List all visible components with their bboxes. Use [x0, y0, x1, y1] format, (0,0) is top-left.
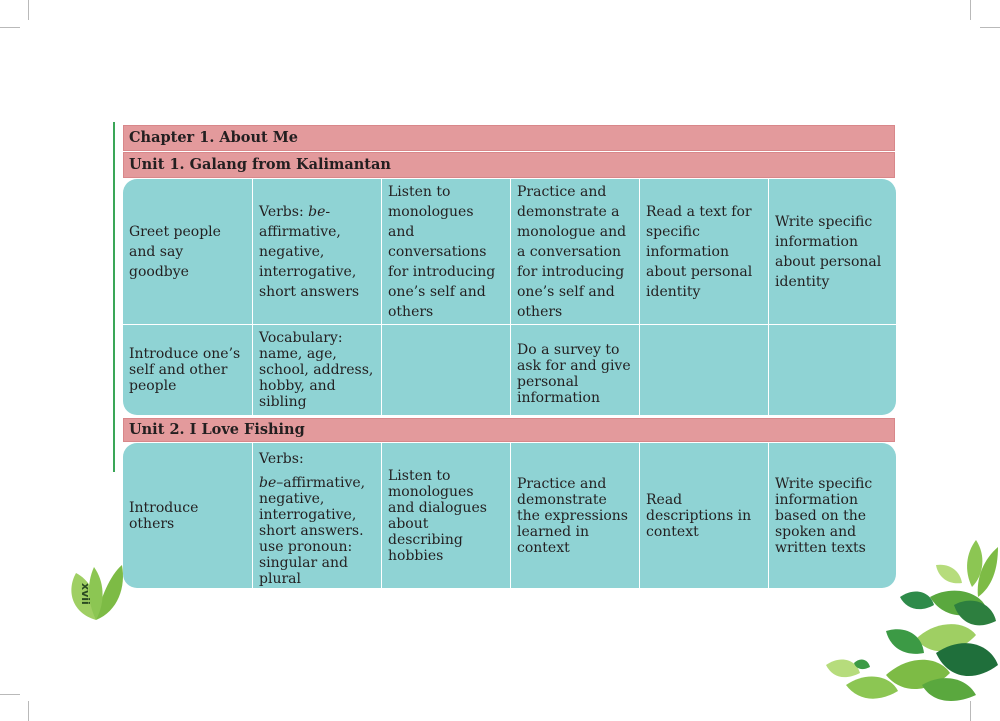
unit2-row1-cell6: Write specific information based on the spoken and written texts: [768, 443, 896, 588]
leaf-icon: [66, 555, 126, 625]
column-language: [252, 443, 381, 588]
unit2-row1-cell5: Read descriptions in context: [639, 443, 768, 588]
column-speaking: [510, 443, 639, 588]
unit1-row2-cell3: [381, 324, 510, 415]
column-reading: [639, 443, 768, 588]
unit1-row2-cell4: Do a survey to ask for and give personal information: [510, 324, 639, 415]
crop-mark: [28, 0, 29, 20]
crop-mark: [0, 694, 20, 695]
unit2-title: Unit 2. I Love Fishing: [123, 418, 895, 442]
crop-mark: [970, 0, 971, 20]
verbs-label: Verbs:: [259, 451, 304, 467]
unit2-row1-cell1: Introduce others: [129, 499, 199, 532]
column-listening: [381, 179, 510, 415]
page-number: xvii: [79, 583, 92, 605]
unit1-row2-cell1: Introduce one’s self and other people: [123, 324, 252, 415]
unit1-row1-cell2: [252, 179, 381, 324]
unit2-row1-cell3: Listen to monologues and dialogues about describing hobbies: [381, 443, 510, 588]
column-speaking: [510, 179, 639, 415]
chapter-title: Chapter 1. About Me: [123, 125, 895, 151]
unit1-row1-cell1: Greet people and say goodbye: [129, 223, 221, 280]
leaves-decoration-icon: [826, 535, 1000, 705]
verb-be: be: [259, 475, 277, 491]
unit1-row2-cell6: [768, 324, 896, 415]
column-function: [123, 443, 252, 588]
column-function: [123, 179, 252, 415]
unit1-row1-cell4: Practice and demonstrate a monologue and a conversation for introducing one’s self and others: [510, 179, 639, 324]
unit2-table: [123, 443, 896, 588]
crop-mark: [0, 27, 20, 28]
unit1-row1-cell3: Listen to monologues and conversations for introducing one’s self and others: [381, 179, 510, 324]
unit1-row2-cell5: [639, 324, 768, 415]
verb-be: be: [308, 203, 326, 220]
unit2-row1-cell4: Practice and demonstrate the expressions learned in context: [510, 443, 639, 588]
unit1-table: [123, 179, 896, 415]
crop-mark: [28, 701, 29, 721]
unit1-title: Unit 1. Galang from Kalimantan: [123, 152, 895, 178]
verbs-label: Verbs:: [259, 203, 309, 220]
crop-mark: [980, 27, 1000, 28]
unit1-row1-cell5: Read a text for specific information about personal identity: [639, 179, 768, 324]
verb-forms: –affirmative, negative, interrogative, short answers. use pronoun: singular and plural: [259, 475, 366, 587]
column-language: [252, 179, 381, 415]
column-listening: [381, 443, 510, 588]
unit1-row1-cell6: Write specific information about personal identity: [768, 179, 896, 324]
unit2-row1-cell2: [252, 443, 381, 588]
column-reading: [639, 179, 768, 415]
verb-forms: -affirmative, negative, interrogative, short answers: [259, 203, 360, 300]
accent-line: [113, 122, 115, 472]
column-writing: [768, 179, 896, 415]
unit1-row2-cell2: Vocabulary: name, age, school, address, hobby, and sibling: [252, 324, 381, 415]
